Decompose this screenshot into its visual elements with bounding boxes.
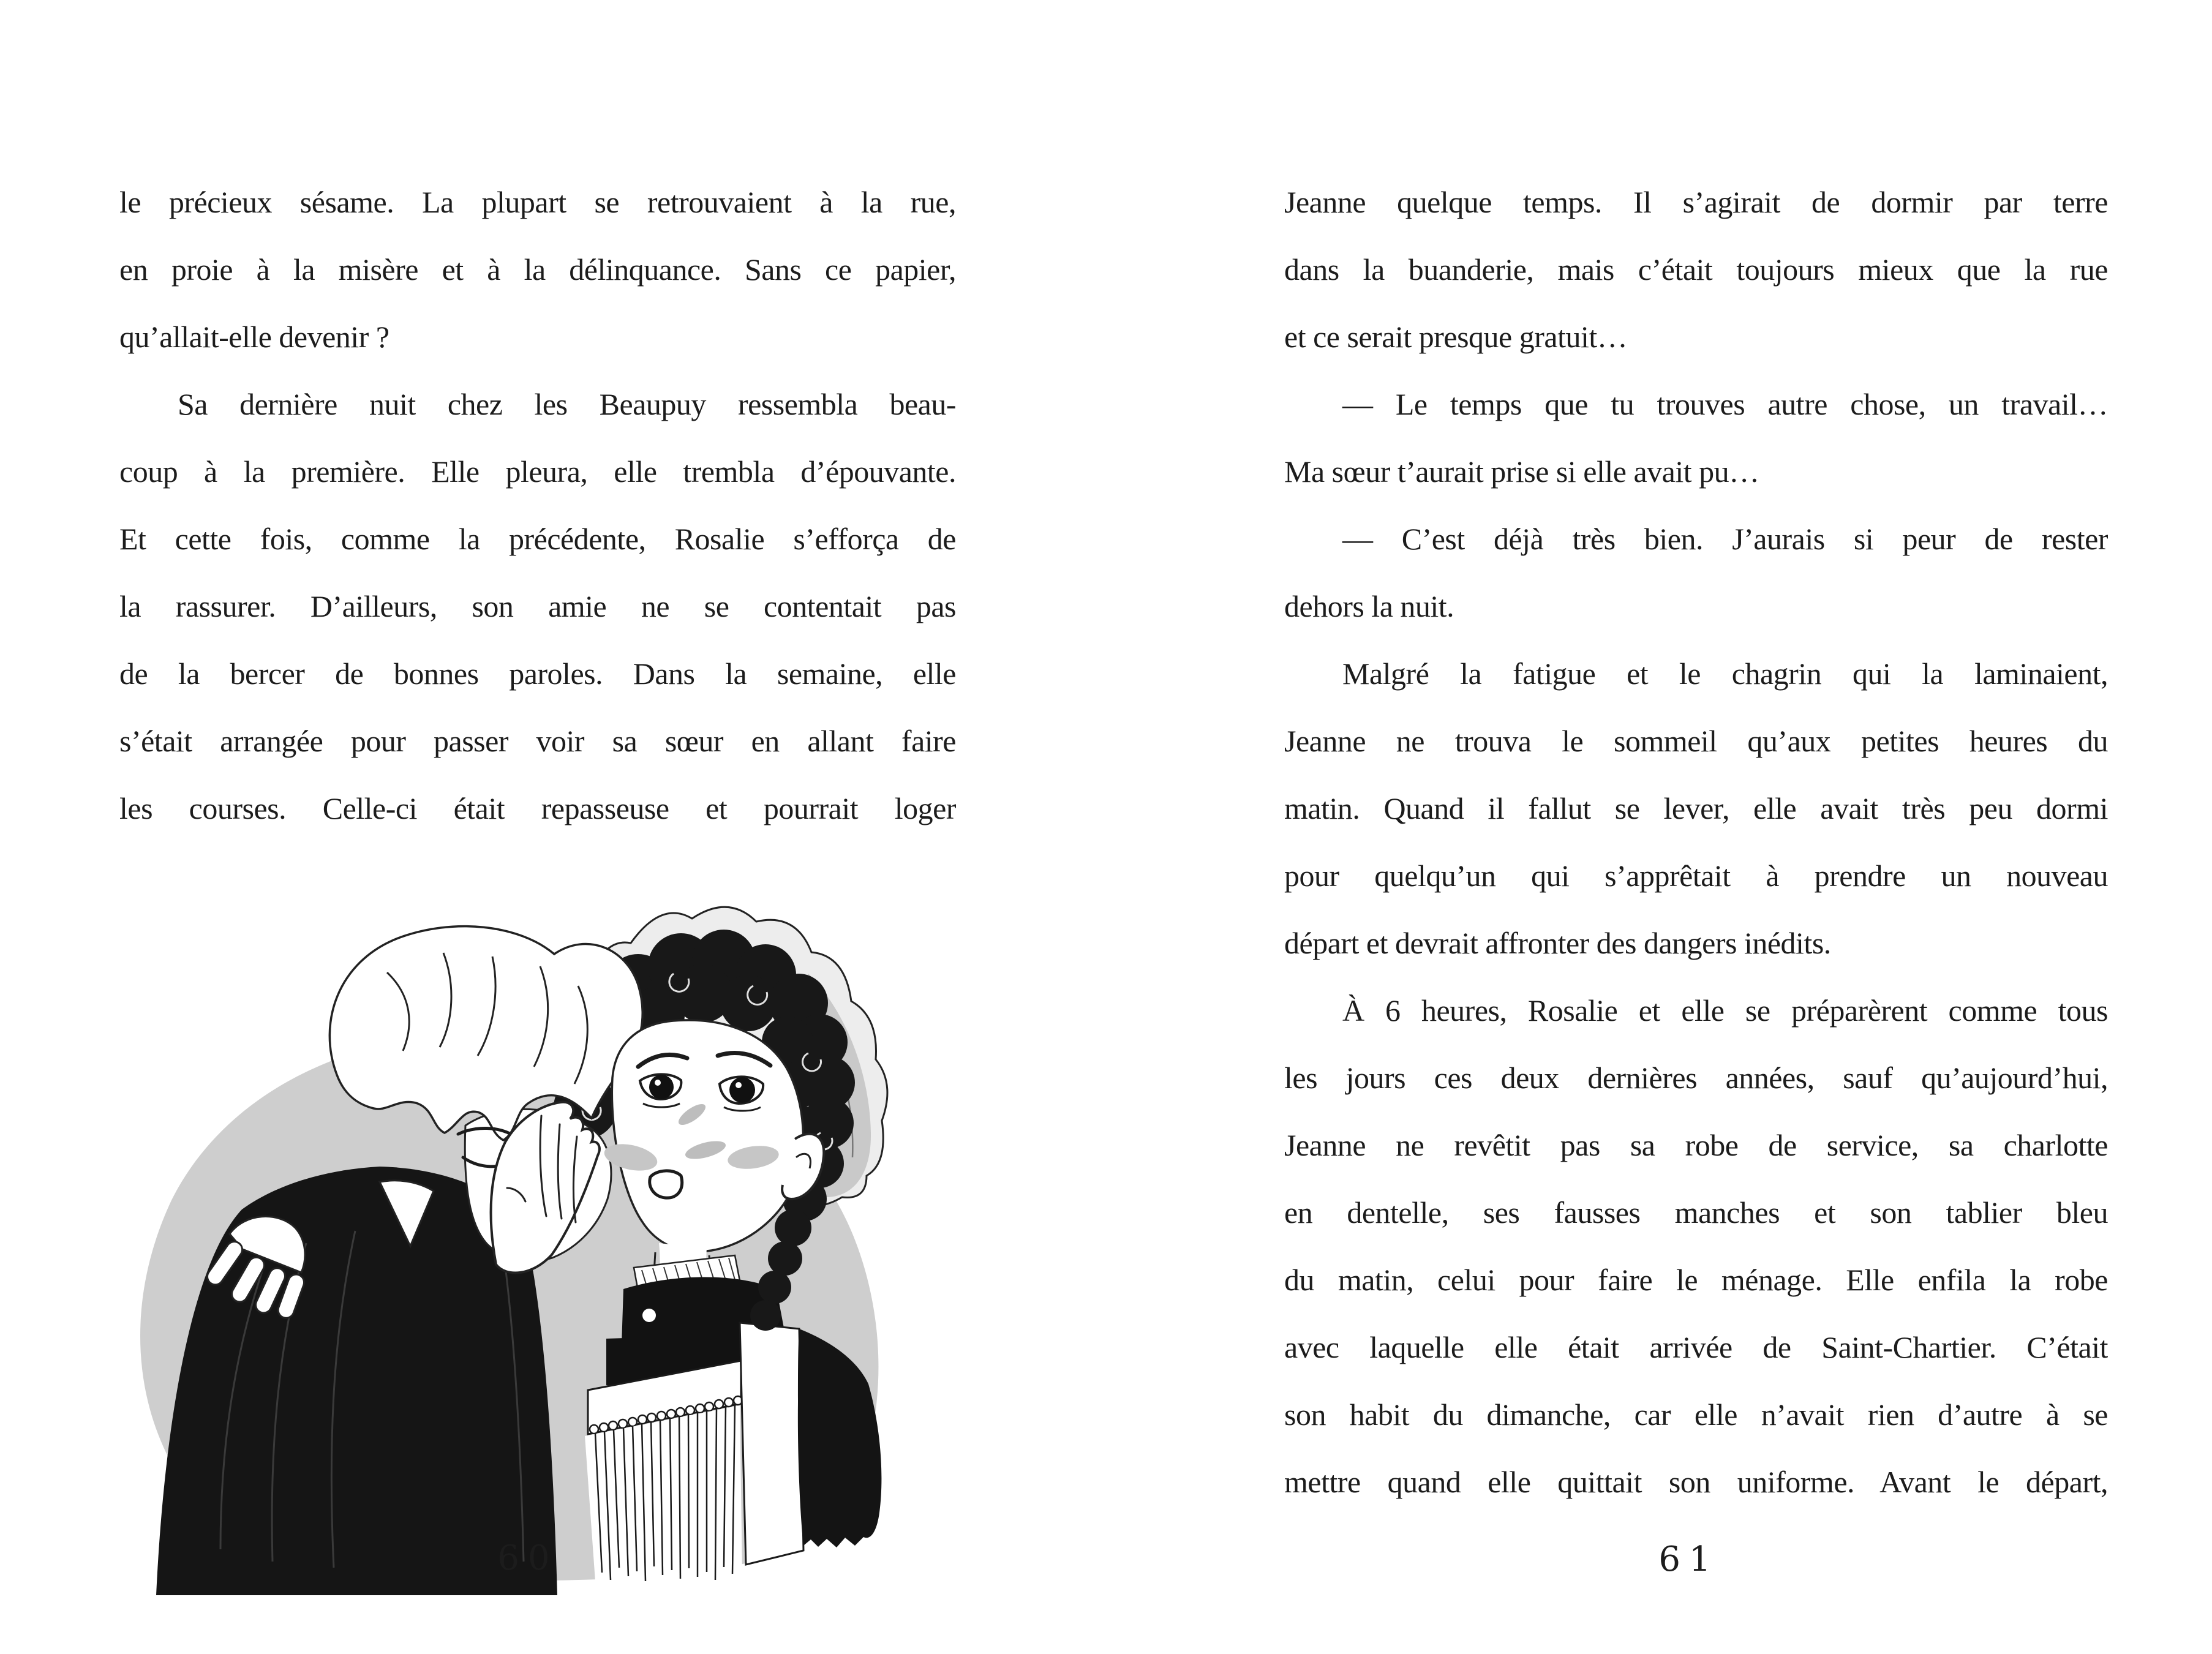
text-line: en dentelle, ses fausses manches et son tablier bleu <box>1284 1195 2108 1230</box>
text-line: Sa dernière nuit chez les Beaupuy ressembla beau- <box>178 387 956 421</box>
collar-button-icon <box>642 1309 656 1322</box>
text-line: s’était arrangée pour passer voir sa sœur en allant faire <box>119 724 956 758</box>
text-line: Jeanne ne revêtit pas sa robe de service, sa charlotte <box>1284 1128 2108 1162</box>
text-line: les jours ces deux dernières années, sauf qu’aujourd’hui, <box>1284 1061 2108 1095</box>
text-line: qu’allait-elle devenir ? <box>119 320 389 354</box>
maid-face <box>612 1020 803 1252</box>
maid-open-mouth <box>650 1171 682 1198</box>
text-line: matin. Quand il fallut se lever, elle avait très peu dormi <box>1284 791 2108 825</box>
text-line: Et cette fois, comme la précédente, Rosalie s’efforça de <box>119 522 956 556</box>
text-line: son habit du dimanche, car elle n’avait rien d’autre à se <box>1284 1397 2108 1432</box>
text-line: en proie à la misère et à la délinquance. Sans ce papier, <box>119 252 956 287</box>
text-line: les courses. Celle-ci était repasseuse et pourrait loger <box>119 791 956 825</box>
text-line: Malgré la fatigue et le chagrin qui la laminaient, <box>1342 656 2108 691</box>
text-line: — C’est déjà très bien. J’aurais si peur de rester <box>1342 522 2108 556</box>
right-page-number: 61 <box>1658 1539 1720 1579</box>
man-wavy-hair <box>329 927 642 1140</box>
text-line: du matin, celui pour faire le ménage. Elle enfila la robe <box>1284 1263 2108 1297</box>
text-line: Jeanne quelque temps. Il s’agirait de dormir par terre <box>1284 185 2108 219</box>
text-line: dans la buanderie, mais c’était toujours mieux que la rue <box>1284 252 2108 287</box>
text-line: pour quelqu’un qui s’apprêtait à prendre un nouveau <box>1284 859 2108 893</box>
text-line: mettre quand elle quittait son uniforme. Avant le départ, <box>1284 1465 2108 1499</box>
illustration <box>122 900 900 1611</box>
maid-apron-strap <box>740 1323 803 1565</box>
text-line: coup à la première. Elle pleura, elle trembla d’épouvante. <box>119 454 956 489</box>
text-line: avec laquelle elle était arrivée de Saint-Chartier. C’était <box>1284 1330 2108 1364</box>
text-line: le précieux sésame. La plupart se retrouvaient à la rue, <box>119 185 956 219</box>
left-page-number: 60 <box>497 1538 559 1578</box>
text-line: Ma sœur t’aurait prise si elle avait pu… <box>1284 454 1759 489</box>
text-line: À 6 heures, Rosalie et elle se préparèrent comme tous <box>1342 993 2108 1028</box>
text-line: Jeanne ne trouva le sommeil qu’aux petites heures du <box>1284 724 2108 758</box>
left-page-text <box>119 168 956 842</box>
right-page-text <box>1284 168 2108 1516</box>
text-line: et ce serait presque gratuit… <box>1284 320 1628 354</box>
text-line: dehors la nuit. <box>1284 589 1454 623</box>
text-line: — Le temps que tu trouves autre chose, un travail… <box>1342 387 2108 421</box>
text-line: départ et devrait affronter des dangers inédits. <box>1284 926 1831 960</box>
illustration-svg <box>122 900 900 1611</box>
text-line: de la bercer de bonnes paroles. Dans la semaine, elle <box>119 656 956 691</box>
text-line: la rassurer. D’ailleurs, son amie ne se contentait pas <box>119 589 956 623</box>
